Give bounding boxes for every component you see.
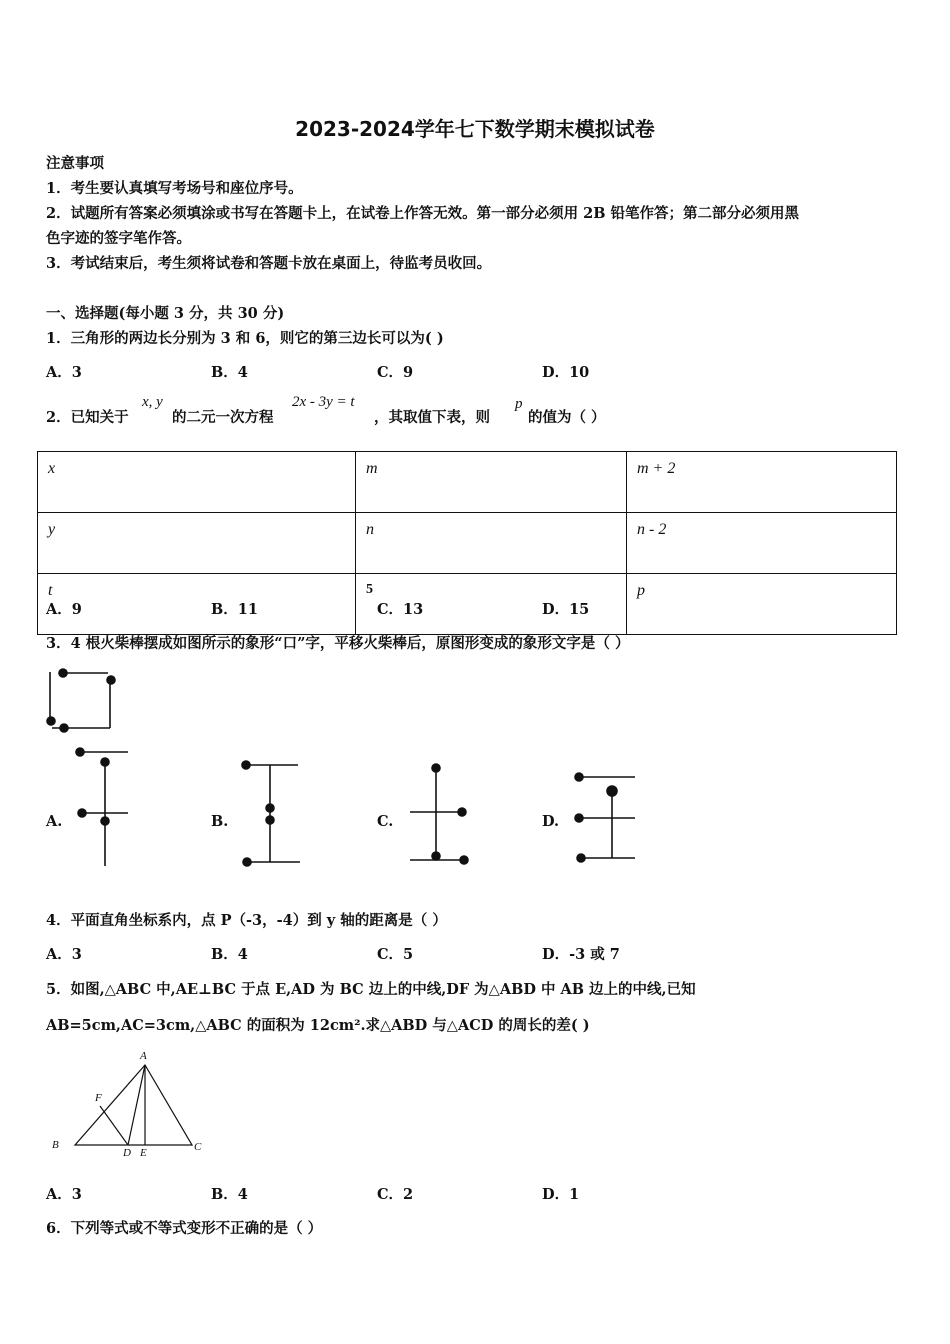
option: C．9 [377,364,414,381]
table-cell: m [356,452,627,513]
question-2-suffix: 的值为（ ） [528,409,606,426]
notice-item: 色字迹的签字笔作答。 [46,230,191,247]
table-cell: t [38,574,356,635]
option: A．3 [46,364,82,381]
matchstick-option-a [76,748,128,866]
option: B．4 [211,364,248,381]
math-p: p [515,396,523,412]
point-label-c: C [194,1141,202,1153]
section-heading: 一、选择题(每小题 3 分，共 30 分) [46,305,285,322]
table-cell: n - 2 [627,513,897,574]
option: B．11 [211,601,258,618]
option: A. [46,813,63,830]
option: D．1 [542,1186,580,1203]
option: C．5 [377,946,414,963]
question-2-mid2: ，其取值下表，则 [374,409,490,426]
table-cell: 5 [356,574,627,635]
question-3: 3．4 根火柴棒摆成如图所示的象形“口”字，平移火柴棒后，原图形变成的象形文字是（ ） [46,635,630,652]
math-equation: 2x - 3y = t [292,394,355,410]
option: A．3 [46,1186,82,1203]
notice-heading: 注意事项 [46,155,104,172]
option: D．15 [542,601,590,618]
question-5-line1: 5．如图,△ABC 中,AE⊥BC 于点 E,AD 为 BC 边上的中线,DF 为△ABD 中 AB 边上的中线,已知 [46,981,696,998]
table-cell: p [627,574,897,635]
option: C．13 [377,601,424,618]
option: D．-3 或 7 [542,946,620,963]
notice-item: 1．考生要认真填写考场号和座位序号。 [46,180,303,197]
question-4: 4．平面直角坐标系内，点 P（-3，-4）到 y 轴的距离是（ ） [46,912,447,929]
point-label-b: B [52,1139,59,1151]
question-5-line2: AB=5cm,AC=3cm,△ABC 的面积为 12cm².求△ABD 与△ACD 的周长的差( ) [46,1017,590,1034]
matchstick-option-b [242,761,300,866]
matchstick-option-d [575,773,635,862]
point-label-d: D [123,1147,131,1159]
table-cell: n [356,513,627,574]
question-1: 1．三角形的两边长分别为 3 和 6，则它的第三边长可以为( ) [46,330,444,347]
option: C. [377,813,394,830]
matchstick-option-c [410,764,468,864]
table-cell: x [38,452,356,513]
point-label-f: F [95,1092,102,1104]
option: B．4 [211,946,248,963]
notice-item: 3．考试结束后，考生须将试卷和答题卡放在桌面上，待监考员收回。 [46,255,492,272]
option: B. [211,813,229,830]
math-vars: x, y [142,394,163,410]
notice-item: 2．试题所有答案必须填涂或书写在答题卡上，在试卷上作答无效。第一部分必须用 2B 铅笔作答；第二部分必须用黑 [46,205,800,222]
question-6: 6．下列等式或不等式变形不正确的是（ ） [46,1220,323,1237]
point-label-e: E [140,1147,147,1159]
option: B．4 [211,1186,248,1203]
table-cell: m + 2 [627,452,897,513]
question-2-mid: 的二元一次方程 [172,409,274,426]
page-title: 2023-2024学年七下数学期末模拟试卷 [295,117,655,141]
option: D. [542,813,560,830]
point-label-a: A [140,1050,147,1062]
matchstick-original-figure [47,669,115,732]
option: C．2 [377,1186,414,1203]
option: A．3 [46,946,82,963]
question-2-prefix: 2．已知关于 [46,409,129,426]
table-cell: y [38,513,356,574]
option: D．10 [542,364,590,381]
triangle-figure [75,1065,192,1145]
option: A．9 [46,601,82,618]
